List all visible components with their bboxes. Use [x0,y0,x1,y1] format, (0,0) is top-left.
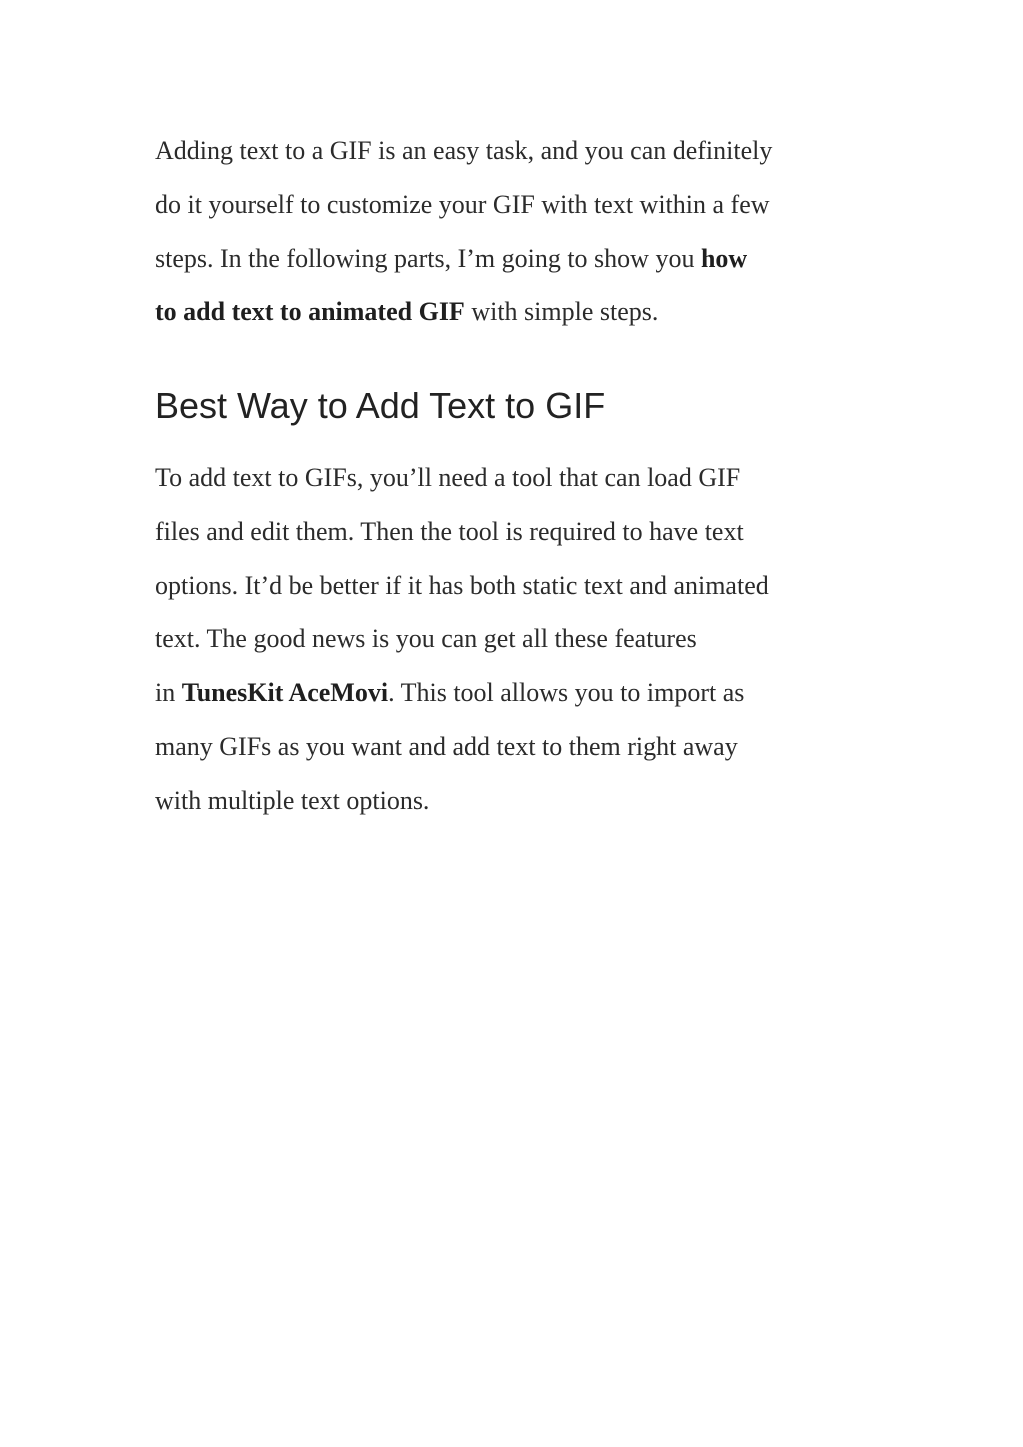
section-heading: Best Way to Add Text to GIF [155,385,606,426]
intro-line-2: do it yourself to customize your GIF with text within a few [155,189,770,219]
section-line-5-head: in [155,678,182,708]
section-line-5-tail: . This tool allows you to import as [388,678,745,708]
section-paragraph [155,451,875,828]
intro-line-3: steps. In the following parts, I’m going to show you [155,243,701,273]
product-name: TunesKit AceMovi [181,678,389,708]
intro-line-1: Adding text to a GIF is an easy task, and you can definitely [155,136,773,165]
section-line-3: options. It’d be better if it has both static text and animated [155,570,769,600]
intro-bold-phrase: to add text to animated GIF [155,297,465,327]
intro-paragraph [155,124,875,339]
section-line-1: To add text to GIFs, you’ll need a tool that can load GIF [155,463,741,492]
section-line-4: text. The good news is you can get all these features [155,624,697,654]
section-line-6: many GIFs as you want and add text to them right away [155,731,738,761]
intro-bold-how: how [700,243,748,273]
intro-line-4-tail: with simple steps. [464,297,659,327]
section-line-2: files and edit them. Then the tool is required to have text [155,516,744,546]
section-line-7: with multiple text options. [155,785,430,815]
